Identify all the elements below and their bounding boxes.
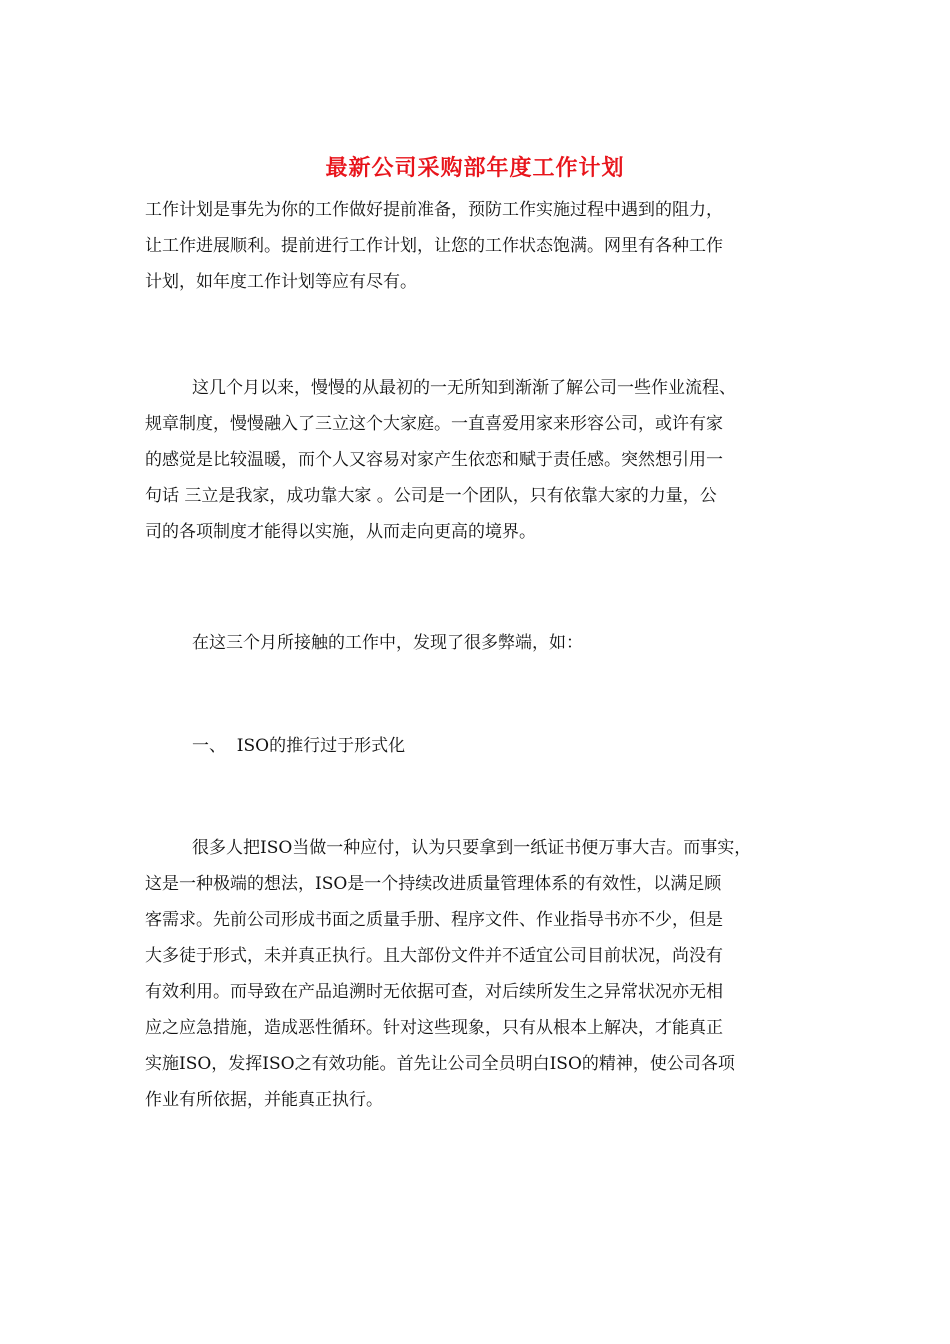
paragraph-line: 的感觉是比较温暖，而个人又容易对家产生依恋和赋于责任感。突然想引用一 [145,450,723,470]
paragraph-line: 句话 三立是我家，成功靠大家 。公司是一个团队，只有依靠大家的力量，公 [145,486,717,506]
intro-line: 让工作进展顺利。提前进行工作计划，让您的工作状态饱满。网里有各种工作 [145,236,723,256]
paragraph-line: 司的各项制度才能得以实施，从而走向更高的境界。 [145,522,536,542]
paragraph-line: 实施ISO，发挥ISO之有效功能。首先让公司全员明白ISO的精神，使公司各项 [145,1054,735,1074]
paragraph-line: 这是一种极端的想法，ISO是一个持续改进质量管理体系的有效性，以满足顾 [145,874,722,894]
intro-line: 工作计划是事先为你的工作做好提前准备，预防工作实施过程中遇到的阻力， [145,200,723,220]
paragraph-line: 大多徒于形式，未并真正执行。且大部份文件并不适宜公司目前状况，尚没有 [145,946,723,966]
intro-line: 计划，如年度工作计划等应有尽有。 [145,272,417,292]
paragraph-iso-details [145,830,813,1118]
paragraph-line: 规章制度，慢慢融入了三立这个大家庭。一直喜爱用家来形容公司，或许有家 [145,414,723,434]
paragraph-line: 客需求。先前公司形成书面之质量手册、程序文件、作业指导书亦不少，但是 [145,910,723,930]
paragraph-company-family [145,370,813,550]
paragraph-line: 这几个月以来，慢慢的从最初的一无所知到渐渐了解公司一些作业流程、 [192,378,736,398]
section-heading-iso [145,728,813,764]
intro-paragraph [145,192,813,300]
paragraph-line: 作业有所依据，并能真正执行。 [145,1090,383,1110]
heading-line: 一、 ISO的推行过于形式化 [192,736,406,756]
paragraph-line: 有效利用。而导致在产品追溯时无依据可查，对后续所发生之异常状况亦无相 [145,982,723,1002]
document-title: 最新公司采购部年度工作计划 [325,155,625,181]
paragraph-line: 在这三个月所接触的工作中，发现了很多弊端，如： [192,633,583,653]
paragraph-line: 应之应急措施，造成恶性循环。针对这些现象，只有从根本上解决，才能真正 [145,1018,723,1038]
paragraph-problems-intro [145,625,813,661]
paragraph-line: 很多人把ISO当做一种应付，认为只要拿到一纸证书便万事大吉。而事实， [192,838,752,858]
